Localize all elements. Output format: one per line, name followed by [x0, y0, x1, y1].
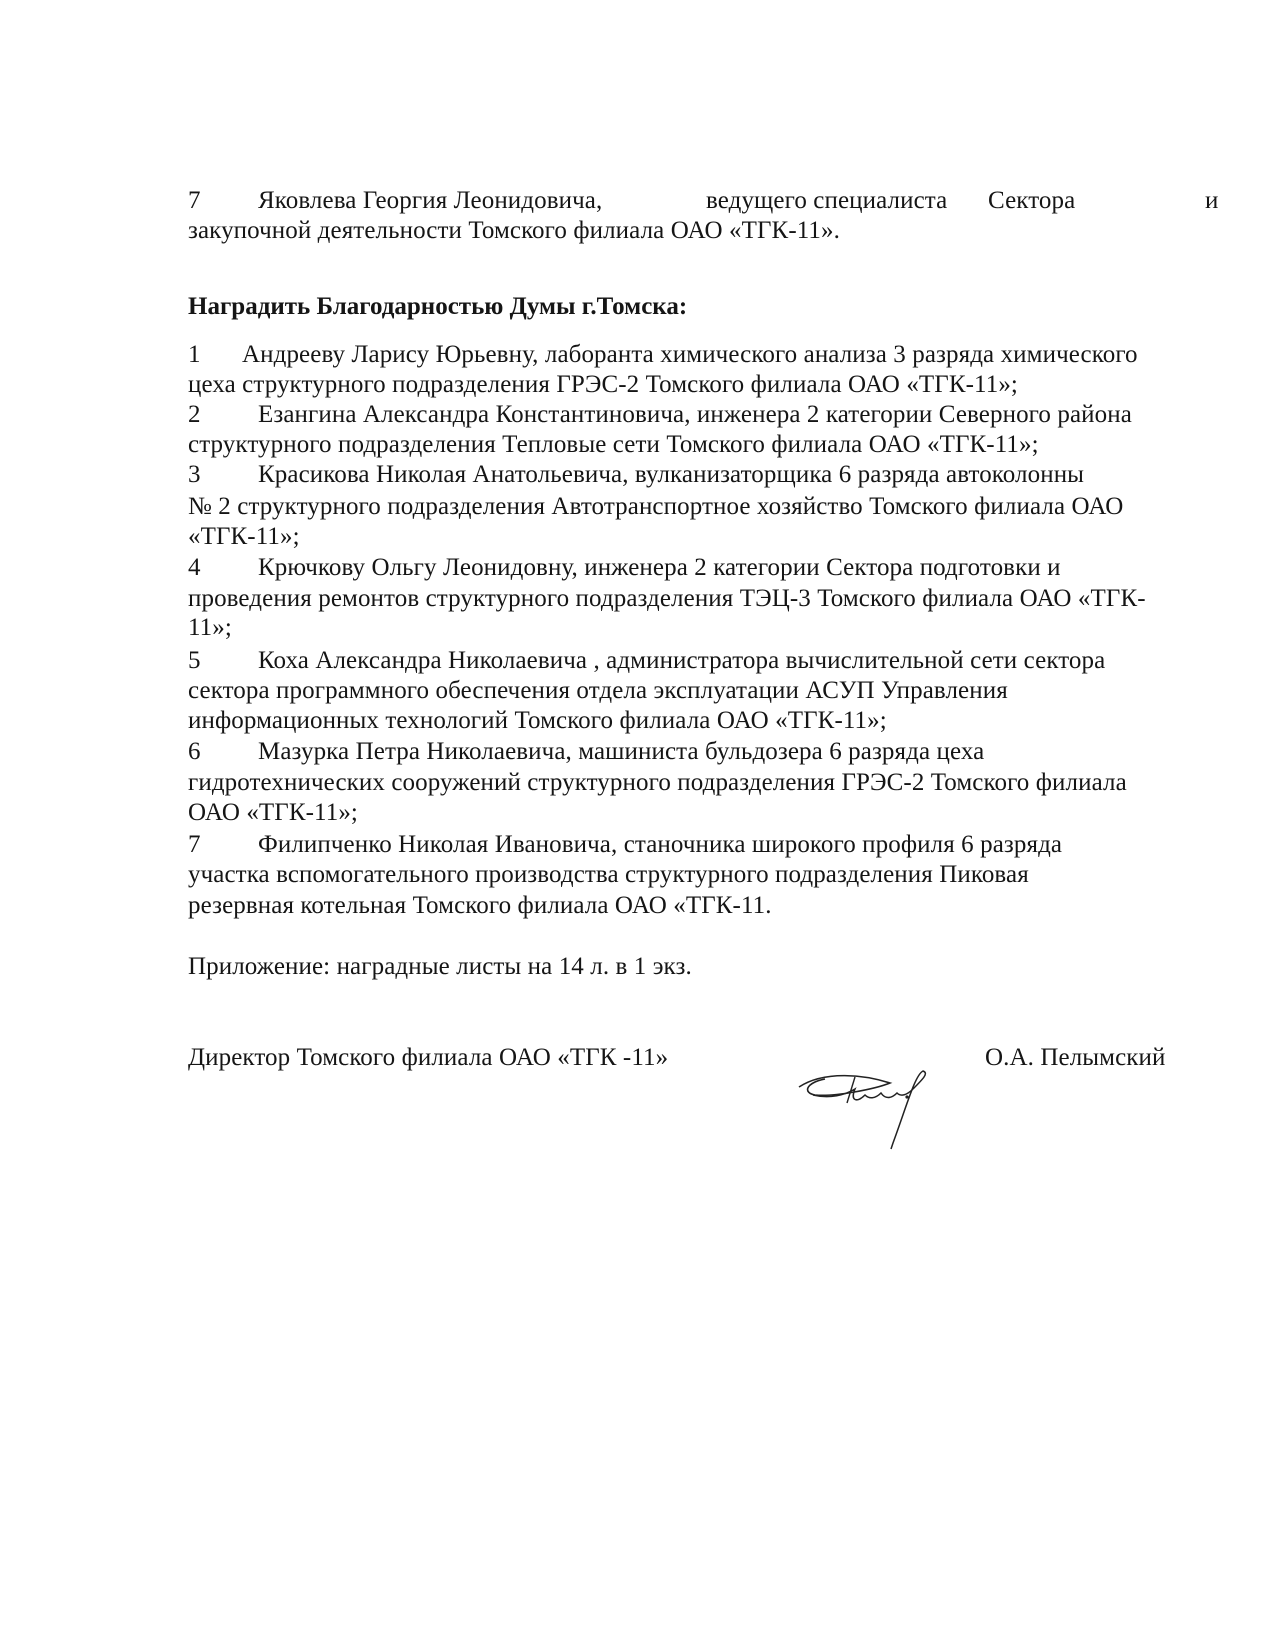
item-7-line-2: участка вспомогательного производства структурного подразделения Пиковая — [188, 861, 1029, 888]
item-2-number: 2 — [188, 401, 201, 428]
top-item-tail: и — [1205, 187, 1219, 214]
item-3-line-3: «ТГК-11»; — [188, 523, 300, 550]
item-4-line-1: Крючкову Ольгу Леонидовну, инженера 2 категории Сектора подготовки и — [258, 554, 1061, 581]
attachment-note: Приложение: наградные листы на 14 л. в 1 экз. — [188, 953, 692, 980]
top-item-line2: закупочной деятельности Томского филиала ОАО «ТГК-11». — [188, 217, 840, 244]
item-6-line-2: гидротехнических сооружений структурного подразделения ГРЭС-2 Томского филиала — [188, 769, 1127, 796]
item-4-line-3: 11»; — [188, 614, 232, 641]
director-name: О.А. Пелымский — [985, 1044, 1166, 1071]
item-1-line-1: Андрееву Ларису Юрьевну, лаборанта химического анализа 3 разряда химического — [242, 341, 1138, 368]
section-heading: Наградить Благодарностью Думы г.Томска: — [188, 293, 688, 320]
item-4-line-2: проведения ремонтов структурного подразделения ТЭЦ-3 Томского филиала ОАО «ТГК- — [188, 585, 1146, 612]
item-4-number: 4 — [188, 554, 201, 581]
item-5-line-3: информационных технологий Томского филиала ОАО «ТГК-11»; — [188, 707, 887, 734]
item-1-line-2: цеха структурного подразделения ГРЭС-2 Томского филиала ОАО «ТГК-11»; — [188, 371, 1018, 398]
item-5-line-2: сектора программного обеспечения отдела эксплуатации АСУП Управления — [188, 677, 1008, 704]
director-title: Директор Томского филиала ОАО «ТГК -11» — [188, 1044, 669, 1071]
item-6-line-3: ОАО «ТГК-11»; — [188, 799, 358, 826]
handwritten-signature-icon — [795, 1065, 970, 1175]
item-6-number: 6 — [188, 738, 201, 765]
item-3-number: 3 — [188, 461, 201, 488]
item-3-line-2: № 2 структурного подразделения Автотранспортное хозяйство Томского филиала ОАО — [188, 493, 1124, 520]
item-2-line-1: Езангина Александра Константиновича, инженера 2 категории Северного района — [258, 401, 1132, 428]
item-1-number: 1 — [188, 341, 201, 368]
top-item-dept: Сектора — [988, 187, 1076, 214]
top-item-name: Яковлева Георгия Леонидовича, — [258, 187, 603, 214]
item-6-line-1: Мазурка Петра Николаевича, машиниста бульдозера 6 разряда цеха — [258, 738, 985, 765]
top-item-position: ведущего специалиста — [706, 187, 948, 214]
item-7-number: 7 — [188, 831, 201, 858]
top-item-number: 7 — [188, 187, 201, 214]
item-7-line-1: Филипченко Николая Ивановича, станочника широкого профиля 6 разряда — [258, 831, 1063, 858]
item-3-line-1: Красикова Николая Анатольевича, вулканизаторщика 6 разряда автоколонны — [258, 461, 1085, 488]
item-5-line-1: Коха Александра Николаевича , администратора вычислительной сети сектора — [258, 647, 1106, 674]
item-7-line-3: резервная котельная Томского филиала ОАО «ТГК-11. — [188, 892, 772, 919]
item-5-number: 5 — [188, 647, 201, 674]
item-2-line-2: структурного подразделения Тепловые сети Томского филиала ОАО «ТГК-11»; — [188, 431, 1039, 458]
